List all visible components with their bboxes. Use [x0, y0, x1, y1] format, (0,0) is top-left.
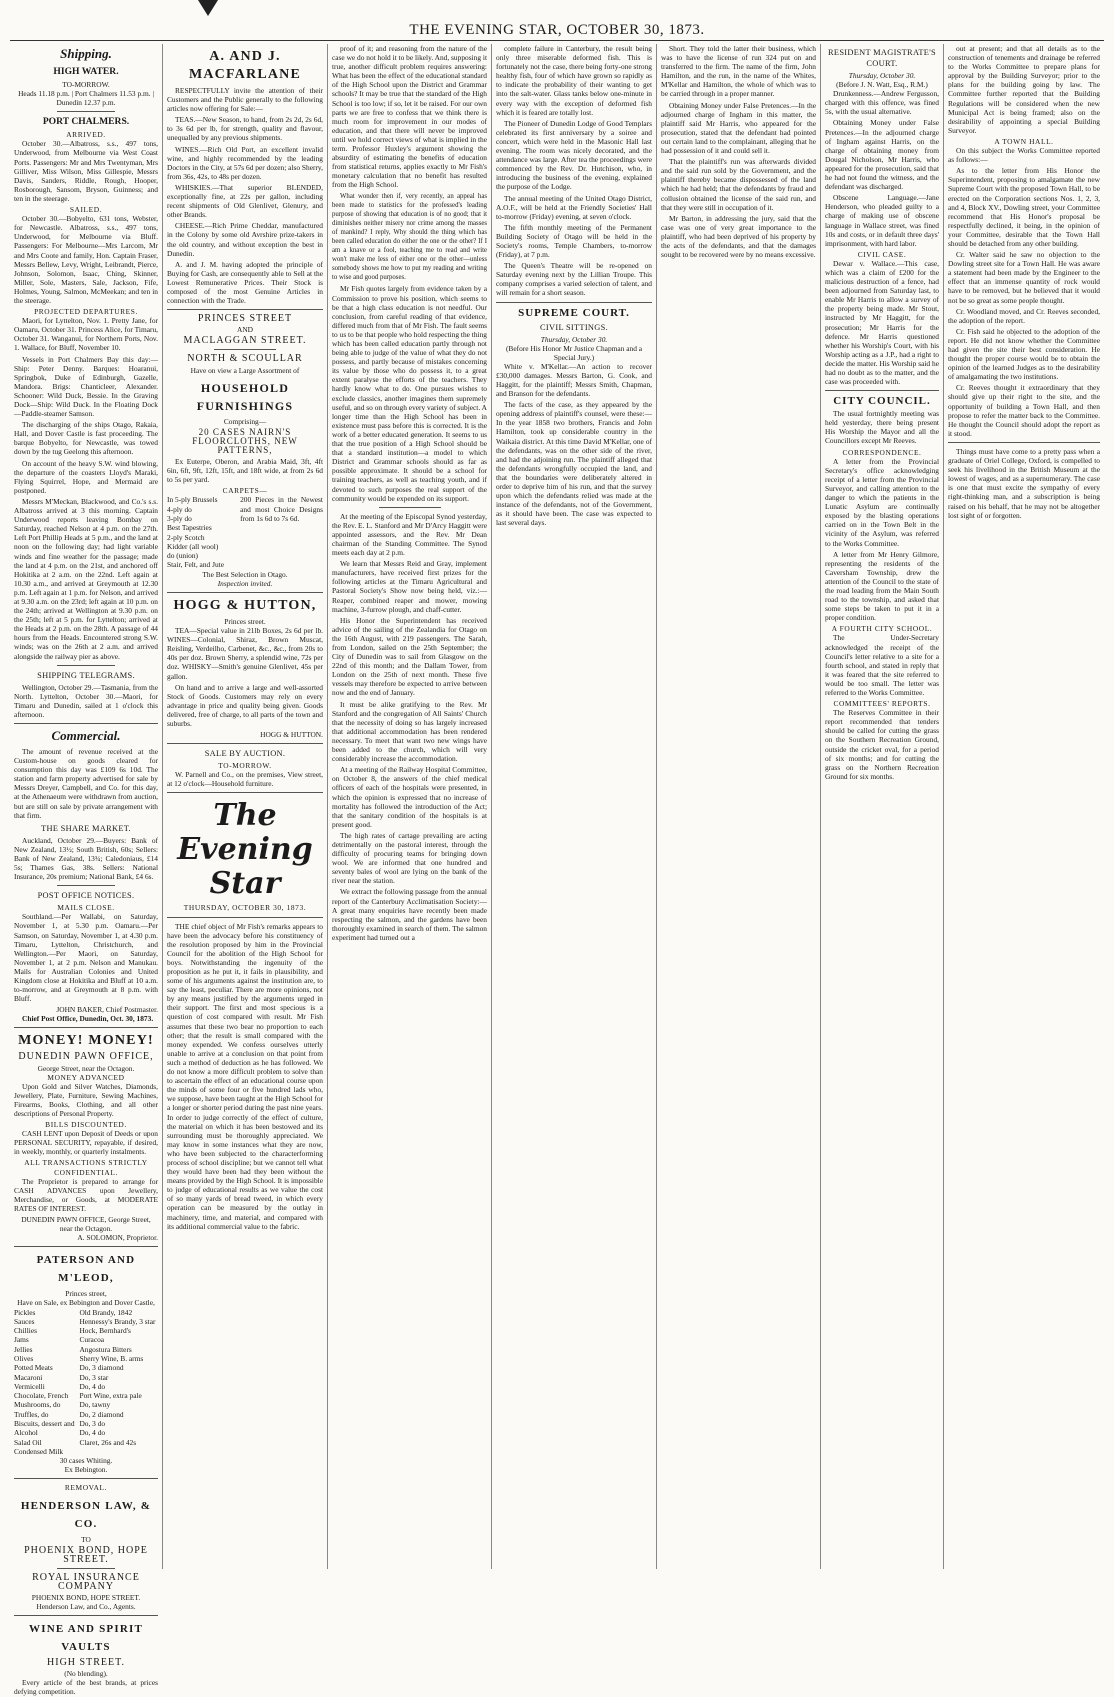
council-continued: out at present; and that all details as to the construction of tenements and drainage be referred to the Works Committee to prepare plans for approval by the Building Surveyor; prior to the plans for the building going by law. The Committee further reported that the Building Regulations will be considered when the new Municipal Act is being framed; also on the desirability of appointing a special Building Surveyor. — [948, 44, 1100, 135]
carpets-note: 200 Pieces in the Newest and most Choice Designs from 1s 6d to 7s 6d. — [240, 495, 323, 523]
paterson-good-item: Alcohol — [14, 1428, 38, 1438]
inspection-invited: Inspection invited. — [217, 578, 273, 588]
paterson-good-item: Biscuits, dessert and — [14, 1419, 75, 1429]
masthead — [0, 0, 1114, 40]
town-hall-fish: Cr. Fish said he objected to the adoption of the report. He did not know whether the Committee had given the site their best consideration. He thought the proper course would be to obtain the opinion of the learned Judges as to the desirability of amalgamating the two institutions. — [948, 326, 1100, 382]
paterson-good-item: Do, 4 do — [79, 1381, 106, 1391]
divider — [14, 1027, 158, 1028]
paterson-good-item: Jellies — [14, 1344, 33, 1354]
paterson-good-item: Macaroni — [14, 1372, 43, 1382]
paterson-good-item: Hock, Bernhard's — [79, 1326, 131, 1336]
hogg-signature: HOGG & HUTTON. — [260, 730, 323, 740]
hogg-text2: On hand and to arrive a large and well-assorted Stock of Goods. Customers may rely on every advantage in price and quality being given. Goods delivered, free of charge, to all parts of the town and suburbs. — [167, 682, 323, 728]
paterson-good-item: Do, 3 diamond — [79, 1363, 124, 1373]
carpets-table — [167, 495, 323, 569]
macfarlane-text2: A. and J. M. having adopted the principle of Buying for Cash, are consequently able to Sell at the Lowest Remunerative Prices. Their Stock is composed of the most Genuine Articles in connection with the Trade. — [167, 259, 323, 306]
cartage-paragraph: The high rates of cartage prevailing are acting detrimentally on the pastoral interest, through the difficulty of procuring teams for bringing down wool. We are informed that one hundred and seventy bales of wool are lying on the bank of the river near the station. — [332, 830, 487, 886]
court-before: (Before His Honor Mr Justice Chapman and a Special Jury.) — [505, 343, 643, 362]
paterson-good-item: Hennessy's Brandy, 3 star — [79, 1316, 156, 1326]
divider — [57, 885, 115, 886]
court-continued-3: That the plaintiff's run was afterwards divided and the said run sold by the Government, and the plaintiff thereby became dispossessed of the land which he had held; that the defendants by fraud and collusion obtained the license of the said run, and that they were still in occupation of it. — [661, 157, 816, 212]
messrs-text: Messrs M'Meckan, Blackwood, and Co.'s s.s. Albatross arrived at 3 this morning. Captain Underwood reports leaving Bombay on Saturday, reached Nelson at 4 p.m. on the 27th. Left Port Phillip Heads at 5 p.m., and the land at noon on the following day; had light variable winds and fine weather for the passage; made the land at 4 p.m. on the 21st, and anchored off Hokitika at 2 a.m. on the 22nd. Left again at 10.30 a.m., and arrived at Greymouth at 12.30 p.m. Left again at 1 p.m. for Nelson, and arrived at 9.30 a.m. on the 23rd; left again at 10 p.m. on the 24th; arrived at Wellington at 9.30 p.m. on the 25th; left at 5 p.m. for Lyttelton; arrived at the Heads at 2 p.m. on the 28th. A passage of 44 hours from the Heads. Encountered strong S.W. winds; was on the 26th at 2 a.m. and arrived alongside the railway pier as above. — [14, 496, 158, 661]
pawn-text: Upon Gold and Silver Watches, Diamonds, Jewellery, Plate, Furniture, Sewing Machines, Firearms, Books, Clothing, and all other descriptions of Personal Property. — [14, 1081, 158, 1118]
paterson-good-item: Condensed Milk — [14, 1446, 64, 1456]
church-paragraph: It must be alike gratifying to the Rev. Mr Stanford and the congregation of All Saints' Church that the necessity of doing so has largely increased that additional accommodation has been rendered necessary. To meet that want two new wings have been added to the church, which will very considerably increase the accommodation. — [332, 699, 487, 764]
town-hall-motion: Cr. Woodland moved, and Cr. Reeves seconded, the adoption of the report. — [948, 306, 1100, 325]
council-letter-2: A letter from Mr Henry Gilmore, representing the residents of the Caversham Township, drew the attention of the Council to the state of the road leading from the Main South road to the township, and asked that some steps be taken to put it in a proper condition. — [825, 549, 939, 623]
town-hall-report: As to the letter from His Honor the Superintendent, proposing to amalgamate the new Supreme Court with the proposed Town Hall, to be erected on the Corporation sections Nos. 1, 2, 3, and 4, Block XV., Dowling street, your Committee recommend that His Honor's proposal be respectfully declined, it being, in the opinion of your Committee, desirable that the Town Hall should be detached from any other building. — [948, 166, 1100, 248]
column-council — [944, 44, 1104, 1569]
hogg-text: TEA—Special value in 21lb Boxes, 2s 6d per lb. WINES—Colonial, Shiraz, Brown Muscat, Reisling, Verdeilho, Carbenet, &c., &c., from 20s to 40s per doz. Brown Sherry, a splendid wine, 72s per doz. WHISKY—Smith's genuine Glenlivet, 45s per gallon. — [167, 626, 323, 681]
column-advertisements — [163, 44, 327, 1569]
pawn-heading: DUNEDIN PAWN OFFICE, — [18, 1051, 154, 1063]
teas-text: TEAS.—New Season, to hand, from 2s 2d, 2s 6d, to 3s 6d per lb, for strength, quality and flavour, unequalled by any previous shipments. — [167, 115, 323, 143]
post-text: Southland.—Per Wallabi, on Saturday, November 1, at 5.30 p.m. Oamaru.—Per Samson, on Saturday, November 1, at 4.30 p.m. Timaru, Lyttelton, Christchurch, and Wellington.—Per Maori, on Saturday, November 1, at 2 p.m. Nelson and Manukau. Mails for Australian Colonies and United Kingdom close at Hokitika and Bluff at 10 a.m. to-morrow, and at Greymouth at 8 p.m. with Bluff. — [14, 912, 158, 1004]
committees-heading: COMMITTEES' REPORTS. — [833, 699, 931, 709]
arrived-heading: ARRIVED. — [66, 130, 106, 140]
divider — [14, 1246, 158, 1247]
henderson-to: TO — [81, 1534, 91, 1544]
paterson-heading: PATERSON AND M'LEOD, — [36, 1254, 136, 1285]
divider — [167, 792, 323, 793]
sailed-heading: SAILED. — [69, 205, 103, 215]
vessels-text: Vessels in Port Chalmers Bay this day:— Ship: Peter Denny. Barques: Hoaranui, Springbok, Duke of Edinburgh, Gazelle, Mandora. Brigs: Chanticleer, Alexander. Schooner: Wild Duck, Bessie. In the Graving Dock—Ship: Wild Duck. In the Floating Dock—Paddle-steamer Samson. — [14, 354, 158, 419]
divider — [379, 507, 441, 508]
princes-and: AND — [236, 325, 253, 335]
theatre-paragraph: The Queen's Theatre will be re-opened on Saturday evening next by the Lillian Troupe. This company comprises a varied selection of talent, and will remain for a short season. — [496, 261, 652, 298]
paterson-good-item: Do, tawny — [79, 1400, 111, 1410]
paterson-good-item: Potted Meats — [14, 1363, 53, 1373]
pawn-sub: MONEY ADVANCED — [47, 1072, 125, 1082]
paterson-good-item: Chillies — [14, 1326, 37, 1336]
floorcloths: 20 CASES NAIRN'S FLOORCLOTHS, NEW PATTERNS, — [192, 426, 298, 455]
paterson-goods-right — [79, 1308, 158, 1457]
paterson-goods-table — [14, 1308, 158, 1457]
comprising: Comprising— — [223, 416, 267, 426]
foresters-paragraph: The annual meeting of the United Otago District, A.O.F., will be held at the Friendly Societies' Hall to-morrow (Friday) evening, at seven o'clock. — [496, 193, 652, 221]
carpet-item: 4-ply do — [167, 504, 192, 514]
column-shipping — [10, 44, 162, 1697]
telegrams-heading: SHIPPING TELEGRAMS. — [37, 670, 135, 680]
share-heading: THE SHARE MARKET. — [41, 823, 131, 833]
bills-discounted: BILLS DISCOUNTED. — [45, 1120, 127, 1130]
commercial-text: The amount of revenue received at the Custom-house on goods cleared for consumption this day was £109 6s 10d. The station and farm property advertised for sale by Messrs Dreyer, Campbell, and Co. for this day, at the Athenaeum were withdrawn from auction, but are still on sale by private arrangement with that firm. — [14, 747, 158, 820]
carpet-item: Best Tapestries — [167, 523, 212, 533]
high-water-times: Heads 11.18 p.m. | Port Chalmers 11.53 p.m. | Dunedin 12.37 p.m. — [18, 89, 154, 108]
macfarlane-heading: A. AND J. MACFARLANE — [188, 49, 302, 82]
immigrants-paragraph: His Honor the Superintendent has received advice of the sailing of the Zealandia for Otago on the 16th August, with 219 passengers. The Sarah, from London, sailed on the 25th September; the City of Dunedin was to sail from Glasgow on the 22nd of this month; and the Dallam Tower, from London on the 25th of next month. These five vessels may therefore be expected to arrive between now and the end of January. — [332, 615, 487, 698]
paterson-good-item: Curacoa — [79, 1335, 105, 1345]
maclaggan-street: MACLAGGAN STREET. — [183, 335, 307, 347]
divider — [167, 309, 323, 310]
rm-court-heading: RESIDENT MAGISTRATE'S COURT. — [828, 48, 936, 68]
court-continued-4: Mr Barton, in addressing the jury, said that the case was one of very great importance to the plaintiff, who had been deprived of his property by the acts of the defendants, and that the damages sought to be recovered were by no means excessive. — [661, 213, 816, 260]
high-water-sub: TO-MORROW. — [62, 80, 110, 89]
royal-heading: ROYAL INSURANCE COMPANY — [32, 1571, 140, 1592]
projected-text: Maori, for Lyttelton, Nov. 1. Pretty Jane, for Oamaru, October 31. Princess Alice, for Timaru, October 31. Wanganui, for Northern Ports, Nov. 1. Wallace, for Bluff, November 10. — [14, 316, 158, 353]
port-heading: PORT CHALMERS. — [42, 116, 130, 128]
oxford-graduate-paragraph: Things must have come to a pretty pass when a graduate of Oriel College, Oxford, is compelled to seek his livelihood in the British Museum at the lowest of wages, and as a supernumerary. The case is one that must excite the sympathy of every right-thinking man, and a subscription is being raised on his behalf, that he may not be altogether lost sight of or forgotten. — [948, 446, 1100, 520]
wine-sub: (No blending). — [64, 1669, 108, 1679]
town-hall-reeves: Cr. Reeves thought it extraordinary that they should give up their right to the site, and the opportunity of building a Town Hall, and then propose to refer the matter back to the Committee. He thought the Council should adopt the report as it stood. — [948, 383, 1100, 438]
templars-paragraph: The Pioneer of Dunedin Lodge of Good Templars celebrated its first anniversary by a soiree and concert, which were held in the Masonic Hall last evening. The room was nicely decorated, and the attendance was large. After tea the proceedings were commenced by the Rev. Dr. Hutchison, who, in introducing the business of the evening, explained the purpose of the Lodge. — [496, 118, 652, 192]
hospital-paragraph: At a meeting of the Railway Hospital Committee, on October 8, the answers of the chief medical officers of each of the hospitals were presented, in which the opinion is expressed that no increase of mortality has followed the introduction of the Act; that the sanitary condition of the hospitals is at present good. — [332, 765, 487, 829]
masthead-rule — [10, 40, 1104, 41]
column-court — [657, 44, 820, 1569]
henderson-heading: HENDERSON LAW, & CO. — [20, 1499, 152, 1530]
best-selection: The Best Selection in Otago. — [202, 569, 288, 579]
city-council-heading: CITY COUNCIL. — [833, 395, 931, 408]
court-text: The facts of the case, as they appeared by the opening address of plaintiff's counsel, were these:—In the year 1858 two brothers, Francis and John Hamilton, took up considerable country in the Waikaia district. At this time David M'Kellar, one of the defendants, was on the other side of the river, and had the adjoining run. The plaintiff alleged that the defendants wrongfully occupied the land, and that the boundaries were deliberately altered in order to deprive him of his run, and that the survey upon which the defendants relied was made at the instance of the defendants, not of the Government, as it should have been. The case was expected to last several days. — [496, 400, 652, 528]
divider — [496, 302, 652, 303]
all-transactions: ALL TRANSACTIONS STRICTLY CONFIDENTIAL. — [24, 1158, 148, 1177]
rm-date: Thursday, October 30. — [848, 71, 916, 80]
town-hall-walter: Cr. Walter said he saw no objection to the Dowling street site for a Town Hall. He was aware a statement had been made by the Engineer to the effect that an immense quantity of rock would have to be removed, but he believed that it would not be so great as some people thought. — [948, 250, 1100, 305]
post-heading: POST OFFICE NOTICES. — [37, 891, 135, 901]
money-heading: MONEY! MONEY! — [18, 1033, 154, 1049]
divider — [57, 111, 115, 112]
divider — [14, 723, 158, 724]
rm-drunkenness: Drunkenness.—Andrew Fergusson, charged with this offence, was fined 5s, with the usual alternative. — [825, 89, 939, 117]
divider — [57, 1568, 115, 1569]
cash-text: CASH LENT upon Deposit of Deeds or upon PERSONAL SECURITY, repayable, if desired, in weekly, monthly, or quarterly instalments. — [14, 1129, 158, 1157]
carpet-item: In 5-ply Brussels — [167, 495, 218, 505]
paterson-good-item: Do, 2 diamond — [79, 1409, 124, 1419]
council-letter-1: A letter from the Provincial Secretary's office acknowledging receipt of a letter from the Provincial Surveyor, and calling attention to the danger to which the patients in the Lunatic Asylum are continually exposed by the blasting operations carried on in the Town Belt in the vicinity of the Asylum, was referred to the Works Committee. — [825, 456, 939, 548]
editorial-conclusion: Mr Fish quotes largely from evidence taken by a Commission to prove his position, which seems to be that a high class education is not needful. Our conclusion, from careful reading of that evidence, differed much from that of Mr Fish. The fault seems to us to be that people who hold respecting the thing which has been called education partly through not being able to judge of the value of what they do not possess, and partly because of mistakes concerning its value by those who do possess it, to a great extent paralyse the efforts of the teachers. They hardly know what to do. One pursues wishes to exclude classics, another imagines them supremely useful, and so on through every variety of subject. A longer time than the High School has been in existence must pass before this is corrected. It is the work of a better educated generation. It seems to us that the true position of a High School should be that a standard institution—a model to which District and Grammar schools should as far as possible approximate. It should be a school for training teachers, as well as teaching youth, and if devoted to such purposes the real support of the community would be expended on its support. — [332, 284, 487, 503]
town-hall-heading: A TOWN HALL. — [994, 136, 1054, 146]
ex-line: Ex Euterpe, Oberon, and Arabia Maid, 3ft, 4ft 6in, 6ft, 9ft, 12ft, 15ft, and 18ft wide, at from 2s 6d to 5s per yard. — [167, 457, 323, 485]
macfarlane-text: RESPECTFULLY invite the attention of their Customers and the Public generally to the following articles now offering for Sale:— — [167, 86, 323, 114]
editorial-text: THE chief object of Mr Fish's remarks appears to have been the advocacy before his constituency of the resolution proposed by him in the Provincial Council for the abolition of the High School for boys. Notwithstanding the ingenuity of the proposition as he put it, it fails in plausibility, and some of his arguments against the institution are, to say the least, peculiar. There are more opinions, not by any means justified by the arguments urged in their support. The first and most specious is a question of cost compared with result. Mr Fish assumes that these two bear no proportion to each other; that the result is small compared with the money expended. We confess ourselves utterly unable to arrive at a conclusion on that point from such a method of deduction as he has followed. We do not know a more difficult problem to solve than to ascertain the effect of an educational course upon the minds of some four or five hundred lads who, we suppose, have been taught at the High School for a longer or shorter period during the past nine years. In order to judge correctly of the effect of culture, the material on which it has been bestowed and its surrounding must be thoroughly appreciated. We may know in some instances what they are now, who have been subjected to the characterforming process of school discipline; but we cannot tell what they would have been had they been without the means provided by the High School. It is impossible to judge of educational results as we value the cost of so many yards of bread tweed, in which every operation can be measured by the outlay in machinery, time, and material, and compared with its additional commercial value to the fabric. — [167, 921, 323, 1231]
divider — [57, 665, 115, 666]
cheese-text: CHEESE.—Rich Prime Cheddar, manufactured in the Colony by some old Avrshire prize-takers in the old country, and without exception the best in Dunedin. — [167, 221, 323, 258]
supreme-court-heading: SUPREME COURT. — [518, 306, 630, 319]
paterson-good-item: Do, 4 do — [79, 1428, 106, 1438]
logo-date: THURSDAY, OCTOBER 30, 1873. — [183, 903, 307, 913]
pawn-address: George Street, near the Octagon. — [37, 1063, 135, 1073]
building-society-paragraph: The fifth monthly meeting of the Permanent Building Society of Otago will be held in the Society's rooms, Temple Chambers, to-morrow (Friday), at 7 p.m. — [496, 222, 652, 260]
carpet-item: Stair, Felt, and Jute — [167, 560, 224, 570]
carpet-item: do (union) — [167, 551, 198, 561]
telegrams-text: Wellington, October 29.—Tasmania, from the North. Lyttelton, October 30.—Maori, for Timaru and Dunedin, sailed at 1 o'clock this afternoon. — [14, 682, 158, 719]
wine-heading: WINE AND SPIRIT VAULTS — [29, 1623, 143, 1654]
high-water-heading: HIGH WATER. — [53, 66, 119, 77]
paterson-goods-left — [14, 1308, 79, 1457]
carpet-item: 3-ply do — [167, 513, 192, 523]
column-editorial — [328, 44, 491, 1569]
post-office-date: Chief Post Office, Dunedin, Oct. 30, 1873. — [22, 1014, 154, 1024]
acclimatisation-paragraph: We extract the following passage from the annual report of the Canterbury Acclimatisation Society:—A great many enquiries have recently been made respecting the salmon, and the gardens have been thoroughly examined in search of them. The salmon experiment had turned out a — [332, 887, 487, 942]
fourth-school-text: The Under-Secretary acknowledged the receipt of the Council's letter relative to a site for a fourth school, and stated in reply that it was feared that the site referred to would be too small. The letter was referred to the Works Committee. — [825, 633, 939, 697]
fourth-school-heading: A FOURTH CITY SCHOOL. — [831, 624, 933, 634]
correspondence-heading: CORRESPONDENCE. — [842, 447, 922, 457]
removal-label: REMOVAL. — [64, 1483, 108, 1493]
hogg-heading: HOGG & HUTTON, — [173, 597, 317, 613]
royal-agents: Henderson Law, and Co., Agents. — [36, 1602, 136, 1612]
pawn-footer: DUNEDIN PAWN OFFICE, George Street, near the Octagon. — [21, 1215, 151, 1234]
page-corner-mark — [198, 0, 218, 16]
hogg-sub: Princes street. — [224, 616, 266, 626]
north-heading: NORTH & SCOULLAR — [187, 353, 303, 365]
paterson-have: Have on Sale, ex Bebington and Dover Castle, — [17, 1298, 155, 1308]
auction-heading: SALE BY AUCTION. — [204, 749, 286, 759]
paterson-good-item: Old Brandy, 1842 — [79, 1307, 133, 1317]
discharging-text: The discharging of the ships Otago, Rakaia, Hall, and Dover Castle is fast proceeding. The barque Bobyelto, for Newcastle, was towed down by the tug Geelong this afternoon. — [14, 420, 158, 457]
paterson-good-item: Truffles, do — [14, 1409, 49, 1419]
paterson-good-item: Pickles — [14, 1307, 36, 1317]
henderson-bond: PHOENIX BOND, HOPE STREET. — [24, 1544, 148, 1565]
town-hall-intro: On this subject the Works Committee reported as follows:— — [948, 146, 1100, 165]
committees-text: The Reserves Committee in their report recommended that tenders should be called for cutting the grass on the Southern Recreation Ground, outside the cricket oval, for a period of six months; and for cutting the grass on the Northern Recreation Ground for six months. — [825, 708, 939, 781]
paterson-good-item: Sauces — [14, 1316, 35, 1326]
divider — [825, 390, 939, 391]
auction-text: W. Parnell and Co., on the premises, View street, at 12 o'clock—Household furniture. — [167, 770, 323, 789]
rm-before: (Before J. N. Watt, Esq., R.M.) — [836, 80, 928, 90]
wine-address: HIGH STREET. — [47, 1657, 125, 1669]
paterson-good-item: Do, 3 do — [79, 1419, 106, 1429]
north-have: Have on view a Large Assortment of — [190, 365, 300, 375]
auction-sub: TO-MORROW. — [218, 761, 272, 771]
projected-heading: PROJECTED DEPARTURES. — [34, 307, 138, 317]
shipping-heading: Shipping. — [60, 46, 112, 61]
paterson-footer2: Ex Bebington. — [64, 1465, 108, 1475]
huxley-quote: What wonder then if, very recently, an appeal has been made to statistics for the professed's leading purpose of showing that education is of no good; that it diminishes neither misery nor crime among the masses of mankind? I reply, Why should the thing which has been called education do either the one or the other? If I am a knave or a fool, teaching me to read and write won't make me less of either one or the other—unless somebody shows me how to put my reading and writing to wise and good purposes. — [332, 192, 487, 282]
paterson-good-item: Mushrooms, do — [14, 1400, 61, 1410]
synod-paragraph: At the meeting of the Episcopal Synod yesterday, the Rev. E. L. Stanford and Mr D'Arcy Haggitt were appointed assessors, and the Rev. Mr Dean chairman of the Standing Committee. The Synod meets each day at 2 p.m. — [332, 511, 487, 558]
paterson-good-item: Chocolate, French — [14, 1391, 69, 1401]
divider — [214, 349, 276, 350]
princes-street: PRINCES STREET — [197, 313, 293, 325]
wines-text: WINES.—Rich Old Port, an excellent invalid wine, and highly recommended by the leading Doctors in the City, at 57s 6d per dozen; also Sherry, from 36s, 42s, to 48s per dozen. — [167, 144, 323, 181]
account-text: On account of the heavy S.W. wind blowing, the departure of the coasters Lloyd's Maraki, Flying Squirrel, Hope, and Mermaid are postponed. — [14, 458, 158, 495]
council-intro: The usual fortnightly meeting was held yesterday, there being present His Worship the Mayor and all the Councillors except Mr Reeves. — [825, 409, 939, 446]
royal-address: PHOENIX BOND, HOPE STREET. — [31, 1593, 141, 1602]
carpet-item: 2-ply Scotch — [167, 532, 205, 542]
household-heading: HOUSEHOLD FURNISHINGS — [196, 380, 294, 413]
salmon-paragraph: complete failure in Canterbury, the result being only three miserable deformed fish. This is fortunately not the case, there being forty-one strong healthy fish, four of which have grown so rapidly as to indicate the probability of their wanting to get into the salt-water. Glass tanks below one-minute in every way with the exception of deformed fish which it is feared are totally lost. — [496, 44, 652, 117]
column-magistrate — [821, 44, 943, 1569]
court-case: White v. M'Kellar.—An action to recover £30,000 damages. Messrs Barton, G. Cook, and Haggitt, for the plaintiff; Messrs Smith, Chapman, and Branson for the defendants. — [496, 361, 652, 399]
arrived-text: October 30.—Albatross, s.s., 497 tons, Underwood, from Melbourne via West Coast Ports. Passengers: Mr and Mrs Twentyman, Mrs Gilliver, Miss Wilson, Miss Gillespie, Messrs Davis, Sanders, Riddle, Rough, Hooper, Rosborough, Sansom, Bryson, Guinness; and ten in the steerage. — [14, 139, 158, 203]
divider — [167, 743, 323, 744]
sailed-text: October 30.—Bobyelto, 631 tons, Webster, for Newcastle. Albatross, s.s., 497 tons, Underwood, for Melbourne via Bluff. Passengers: For Melbourne—Mrs Larcom, Mr and Mrs Coote and family, Hon. Captain Fraser, Messrs Bellew, Levy, Wright, Leibrandt, Pierce, Johnson, Solomon, Isaac, Ching, Skinner, Miller, Sole, Masters, Sale, Jackson, Fife, Holmes, Young, Salmon, McMeekan; and ten in the steerage. — [14, 214, 158, 305]
divider — [14, 1478, 158, 1479]
civil-case-heading: CIVIL CASE. — [857, 249, 907, 259]
divider — [167, 592, 323, 593]
paterson-good-item: Sherry Wine, B. arms — [79, 1353, 144, 1363]
newspaper-logo: The Evening Star — [177, 798, 313, 902]
paterson-good-item: Claret, 26s and 42s — [79, 1437, 137, 1447]
rm-obscene-language: Obscene Language.—Jane Henderson, who pleaded guilty to a charge of making use of obscene language in Wallace street, was fined 10s and costs, or in default three days' imprisonment, with hard labor. — [825, 193, 939, 248]
paterson-good-item: Olives — [14, 1353, 34, 1363]
court-continued-2: Obtaining Money under False Pretences.—In the adjourned charge of Ingham in this matter, the plaintiff said Mr Harris, who appeared for the prosecution, stated that the defendant had pointed out certain land to the complainant, alleging that he had possession of it and could sell it. — [661, 100, 816, 156]
pawn-proprietor: A. SOLOMON, Proprietor. — [77, 1233, 158, 1243]
paterson-good-item: Port Wine, extra pale — [79, 1391, 142, 1401]
court-continued-1: Short. They told the latter their business, which was to have the license of run 324 put on and transferred to the firm. The name of the firm, John Hamilton, and the run, in the name of the Whites, M'Kellar and Hamilton, the whole of which was to be carried through in a proper manner. — [661, 44, 816, 99]
paterson-footer: 30 cases Whiting. — [59, 1456, 113, 1466]
court-date: Thursday, October 30. — [540, 334, 608, 344]
carpets-list — [167, 495, 236, 569]
editorial-continued: proof of it; and reasoning from the nature of the case we do not hold it to be likely. And, supposing it true, another difficult problem requires answering: What has been the effect of the educational standard of the High School upon the District and Grammar schools? It may be true that the standard of the High School is too low; if so, let it be raised. For our own parts we are free to confess that we think there is much room for improvement in our modes of education, and that there will never be improved until we hold correct views of what is implied in the term. Professor Huxley's argument showing the absurdity of estimating the benefits of education from statistical returns, applies exactly to Mr Fish's monetary calculation that no benefit has resulted from the High School. — [332, 44, 487, 190]
paterson-good-item: Do, 3 star — [79, 1372, 109, 1382]
cash-advances: The Proprietor is prepared to arrange for CASH ADVANCES upon Jewellery, Merchandise, or Goods, at MODERATE RATES OF INTEREST. — [14, 1176, 158, 1213]
paterson-good-item: Angostura Bitters — [79, 1344, 132, 1354]
commercial-heading: Commercial. — [51, 728, 121, 743]
carpet-item: Kidder (all wool) — [167, 541, 219, 551]
rm-false-pretences: Obtaining Money under False Pretences.—In the adjourned charge of Ingham against Harris, on the charge of obtaining money from Dougal Nicholson, Mr Harris, who appeared for the prosecution, said that he had not found the witness, and the defendant was discharged. — [825, 118, 939, 192]
masthead-title: THE EVENING STAR, OCTOBER 30, 1873. — [409, 22, 705, 38]
paterson-good-item: Jams — [14, 1335, 29, 1345]
share-text: Auckland, October 29.—Buyers: Bank of New Zealand, 13½; South British, 60s; Sellers: Bank of New Zealand, 13¾; Caledoniaus, £14 5s; Thames Gas, 38s. Sellers: National Insurance, 20s premium; National Bank, £4 6s. — [14, 835, 158, 882]
wine-text: Every article of the best brands, at prices defying competition. — [14, 1678, 158, 1697]
civil-case-text: Dewar v. Wallace.—This case, which was a claim of £200 for the malicious destruction of a fence, had been adjourned from Saturday last, to enable Mr Harris to allow a survey of the property being made. Mr Stout, instructed by Mr Haggitt, for the prosecution; Mr Harris for the defence. Mr Harris questioned whether his Worship's Court, with his Worship acting as a J.P., had a right to decide the matter. His Worship said he had no doubt as to the matter, and the case was proceeded with. — [825, 258, 939, 387]
paterson-good-item: Salad Oil — [14, 1437, 42, 1447]
divider — [14, 1615, 158, 1616]
whiskies-text: WHISKIES.—That superior BLENDED, exceptionally fine, at 22s per gallon, including recent shipments of Old Glenlivet, Glenury, and other Brands. — [167, 182, 323, 220]
post-sub: MAILS CLOSE. — [57, 903, 115, 913]
paterson-sub: Princes street, — [65, 1289, 107, 1299]
column-news — [492, 44, 656, 1569]
paterson-good-item: Vermicelli — [14, 1381, 45, 1391]
postmaster: JOHN BAKER, Chief Postmaster. — [56, 1005, 158, 1015]
divider — [948, 442, 1100, 443]
reid-paragraph: We learn that Messrs Reid and Gray, implement manufacturers, have received first prizes for the following articles at the Timaru Agricultural and Pastoral Society's Show now being held, viz.:—Reaper, combined reaper and mower, mowing machine, 3-furrow plough, and chaff-cutter. — [332, 559, 487, 614]
carpets-heading: CARPETS— — [222, 486, 268, 496]
civil-sittings: CIVIL SITTINGS. — [540, 322, 608, 332]
divider — [167, 917, 323, 918]
